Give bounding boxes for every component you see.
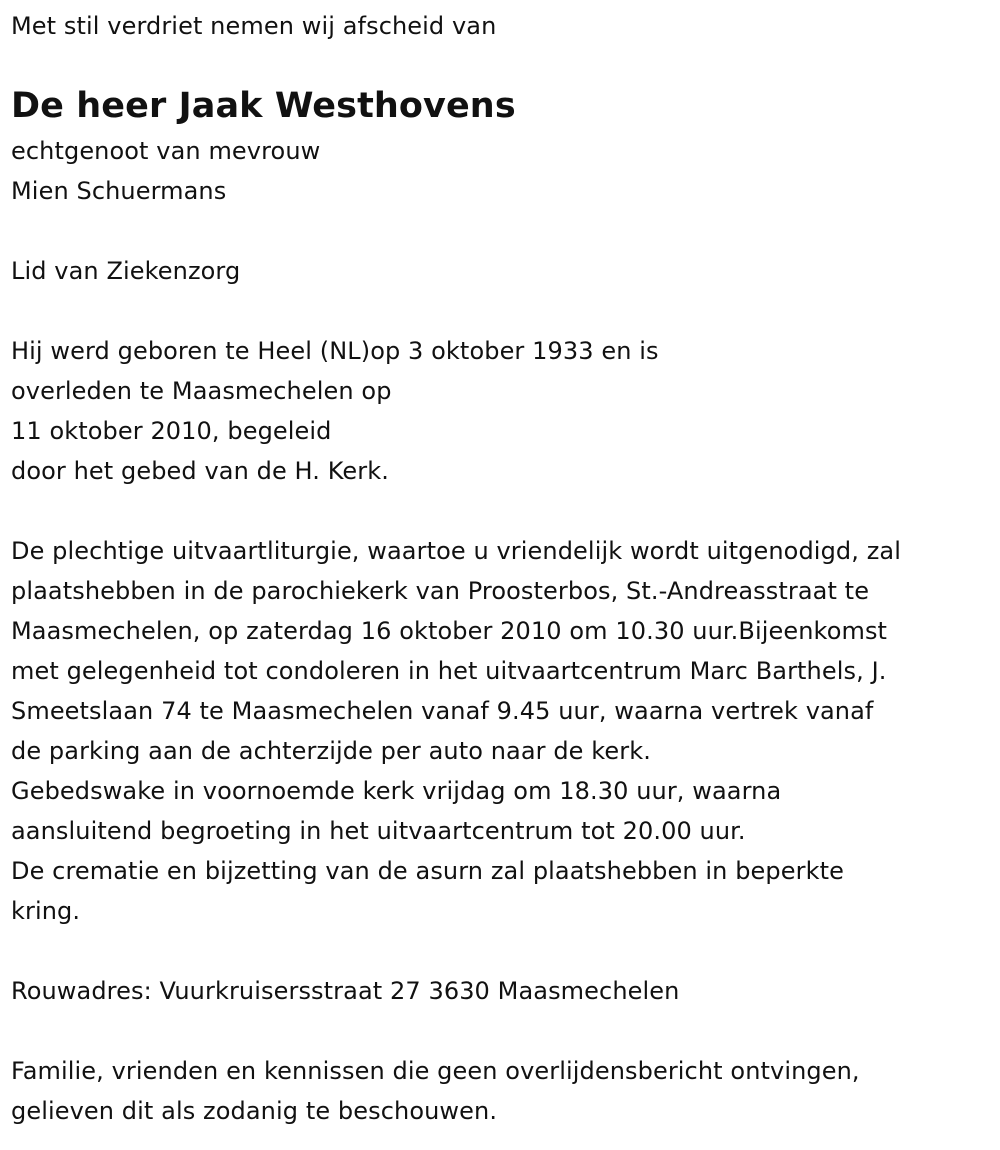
birth-death-line: 11 oktober 2010, begeleid	[11, 417, 332, 445]
membership-text: Lid van Ziekenzorg	[11, 257, 241, 285]
deceased-name: De heer Jaak Westhovens	[11, 86, 516, 126]
spacer	[11, 931, 996, 971]
funeral-line: De crematie en bijzetting van de asurn zal plaatshebben in beperkte	[11, 857, 844, 885]
birth-death-line: overleden te Maasmechelen op	[11, 377, 392, 405]
birth-death-line: door het gebed van de H. Kerk.	[11, 457, 389, 485]
spouse-line: echtgenoot van mevrouw	[11, 137, 321, 165]
funeral-line: De plechtige uitvaartliturgie, waartoe u vriendelijk wordt uitgenodigd, zal	[11, 537, 901, 565]
funeral-line: Smeetslaan 74 te Maasmechelen vanaf 9.45 uur, waarna vertrek vanaf	[11, 697, 874, 725]
spacer	[11, 291, 996, 331]
closing-line: gelieven dit als zodanig te beschouwen.	[11, 1097, 498, 1125]
spacer	[11, 491, 996, 531]
mourning-address: Rouwadres: Vuurkruisersstraat 27 3630 Maasmechelen	[11, 977, 680, 1005]
birth-death-line: Hij werd geboren te Heel (NL)op 3 oktober 1933 en is	[11, 337, 659, 365]
spouse-line: Mien Schuermans	[11, 177, 227, 205]
obituary-notice	[11, 6, 996, 1131]
funeral-line: plaatshebben in de parochiekerk van Proosterbos, St.-Andreasstraat te	[11, 577, 870, 605]
closing-line: Familie, vrienden en kennissen die geen overlijdensbericht ontvingen,	[11, 1057, 860, 1085]
funeral-line: Gebedswake in voornoemde kerk vrijdag om 18.30 uur, waarna	[11, 777, 782, 805]
funeral-line: de parking aan de achterzijde per auto naar de kerk.	[11, 737, 651, 765]
spacer	[11, 211, 996, 251]
spacer	[11, 1011, 996, 1051]
funeral-line: met gelegenheid tot condoleren in het uitvaartcentrum Marc Barthels, J.	[11, 657, 887, 685]
intro-text: Met stil verdriet nemen wij afscheid van	[11, 12, 497, 40]
funeral-line: aansluitend begroeting in het uitvaartcentrum tot 20.00 uur.	[11, 817, 746, 845]
funeral-line: Maasmechelen, op zaterdag 16 oktober 2010 om 10.30 uur.Bijeenkomst	[11, 617, 888, 645]
funeral-line: kring.	[11, 897, 81, 925]
